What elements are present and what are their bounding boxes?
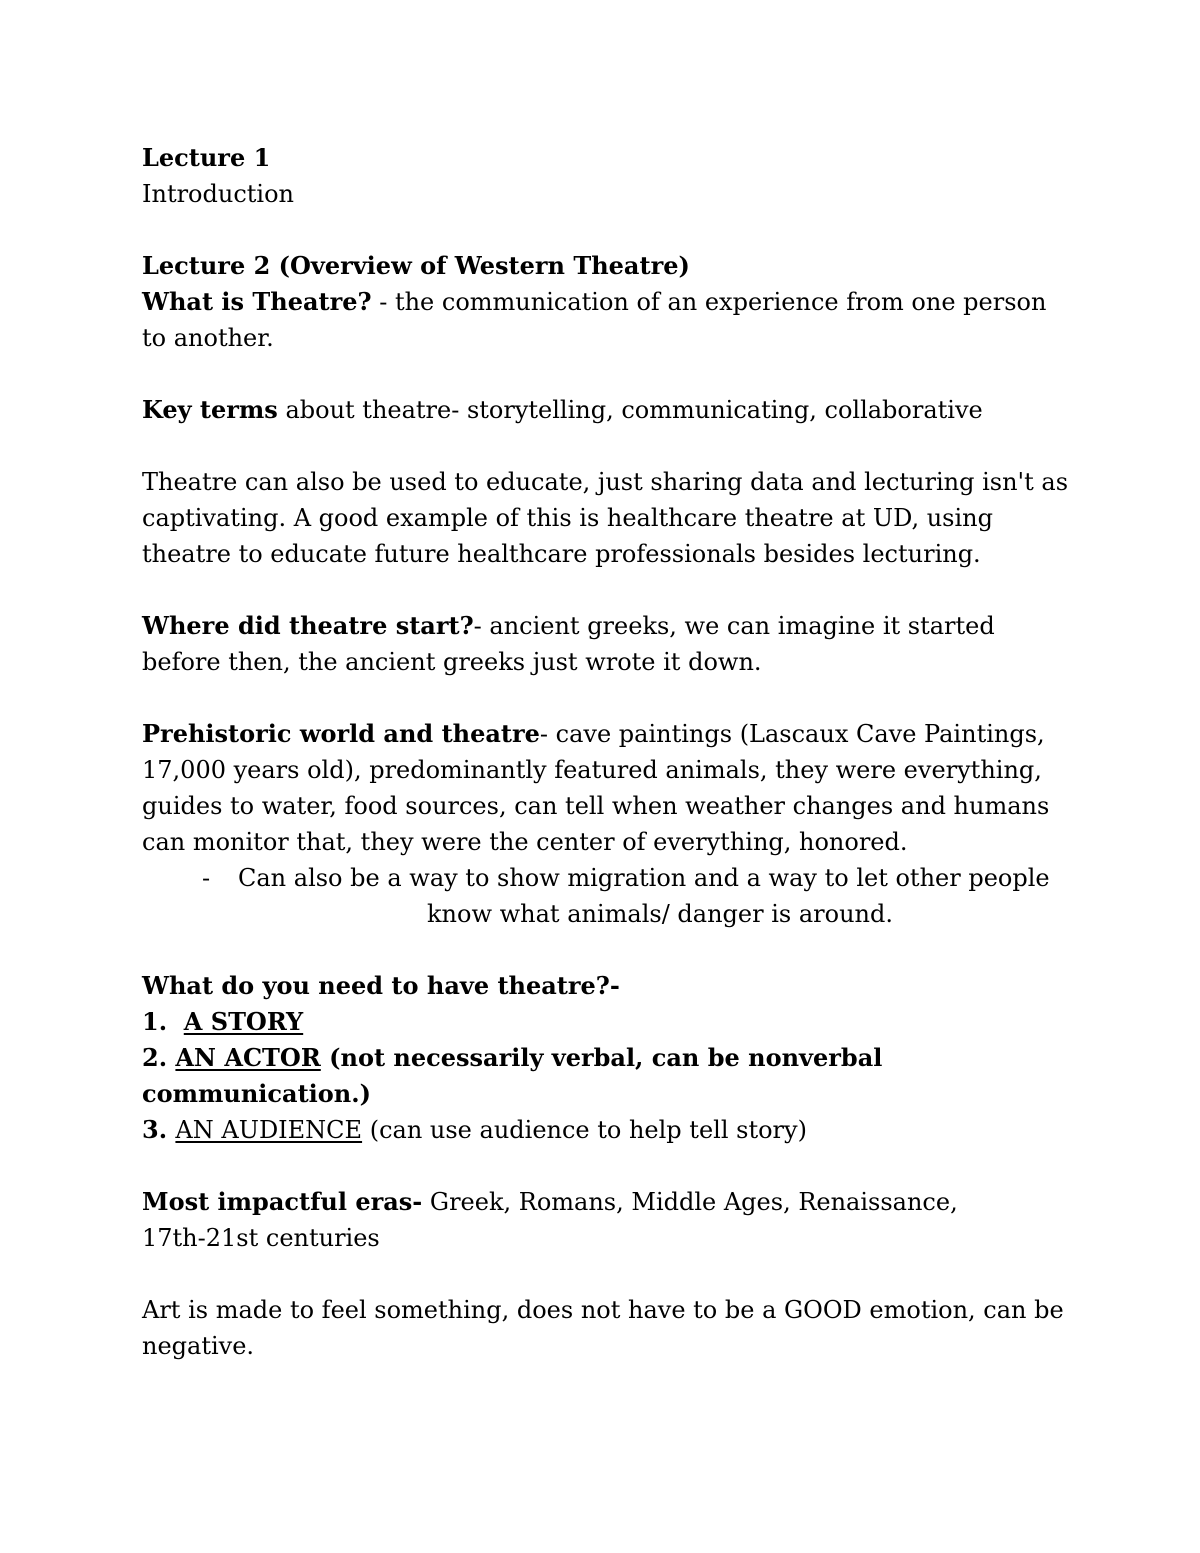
where-start-line1 [142, 608, 1082, 644]
where-start-text: - ancient greeks, we can imagine it started [473, 612, 995, 640]
need-item3-text: (can use audience to help tell story) [362, 1116, 807, 1144]
key-terms-text: about theatre- storytelling, communicating, collaborative [277, 396, 983, 424]
prehistoric-line3: guides to water, food sources, can tell when weather changes and humans [142, 792, 1050, 820]
need-item1-label: A STORY [183, 1007, 304, 1036]
need-item2-line1 [142, 1040, 1082, 1076]
bullet-dash: - [202, 864, 211, 892]
what-is-theatre-line1 [142, 284, 1082, 320]
prehistoric-line1 [142, 716, 1082, 752]
prehistoric-bullet-line2: know what animals/ danger is around. [427, 900, 893, 928]
educate-line2: captivating. A good example of this is healthcare theatre at UD, using [142, 504, 993, 532]
need-item3-num: 3. [142, 1115, 176, 1144]
need-item1 [142, 1004, 1082, 1040]
where-start-term: Where did theatre start? [142, 611, 474, 640]
lecture2-title: Lecture 2 (Overview of Western Theatre) [142, 251, 690, 280]
lecture2-title-line [142, 248, 1082, 284]
need-theatre-heading-line [142, 968, 1082, 1004]
where-start-line2: before then, the ancient greeks just wrote it down. [142, 648, 762, 676]
bullet-text: Can also be a way to show migration and a way to let other people [238, 864, 1050, 892]
need-item3 [142, 1112, 1082, 1148]
document-body [142, 140, 1082, 1364]
need-item2-label: AN ACTOR [175, 1043, 321, 1072]
what-is-theatre-line2: to another. [142, 324, 274, 352]
prehistoric-line2: 17,000 years old), predominantly featured animals, they were everything, [142, 756, 1042, 784]
key-terms-line [142, 392, 1082, 428]
lecture1-subtitle: Introduction [142, 180, 294, 208]
what-is-theatre-term: What is Theatre? [142, 287, 372, 316]
prehistoric-text: - cave paintings (Lascaux Cave Paintings, [539, 720, 1045, 748]
need-item1-num: 1. [142, 1007, 184, 1036]
need-item2-line2: communication.) [142, 1079, 371, 1108]
educate-line1: Theatre can also be used to educate, just sharing data and lecturing isn't as [142, 468, 1069, 496]
need-theatre-heading: What do you need to have theatre?- [142, 971, 620, 1000]
prehistoric-line4: can monitor that, they were the center of everything, honored. [142, 828, 908, 856]
need-item2-num: 2. [142, 1043, 176, 1072]
prehistoric-bullet-line1 [142, 860, 1082, 896]
impactful-eras-text: Greek, Romans, Middle Ages, Renaissance, [422, 1188, 958, 1216]
need-item3-label: AN AUDIENCE [175, 1116, 363, 1144]
key-terms-term: Key terms [142, 395, 278, 424]
lecture1-title: Lecture 1 [142, 143, 271, 172]
educate-line3: theatre to educate future healthcare professionals besides lecturing. [142, 540, 981, 568]
need-item2-text: (not necessarily verbal, can be nonverbal [320, 1043, 883, 1072]
impactful-eras-line1 [142, 1184, 1082, 1220]
lecture1-title-line [142, 140, 1082, 176]
art-line1: Art is made to feel something, does not have to be a GOOD emotion, can be [142, 1296, 1064, 1324]
impactful-eras-term: Most impactful eras- [142, 1187, 423, 1216]
prehistoric-term: Prehistoric world and theatre [142, 719, 540, 748]
impactful-eras-line2: 17th-21st centuries [142, 1224, 380, 1252]
what-is-theatre-text: - the communication of an experience from one person [371, 288, 1047, 316]
art-line2: negative. [142, 1332, 255, 1360]
